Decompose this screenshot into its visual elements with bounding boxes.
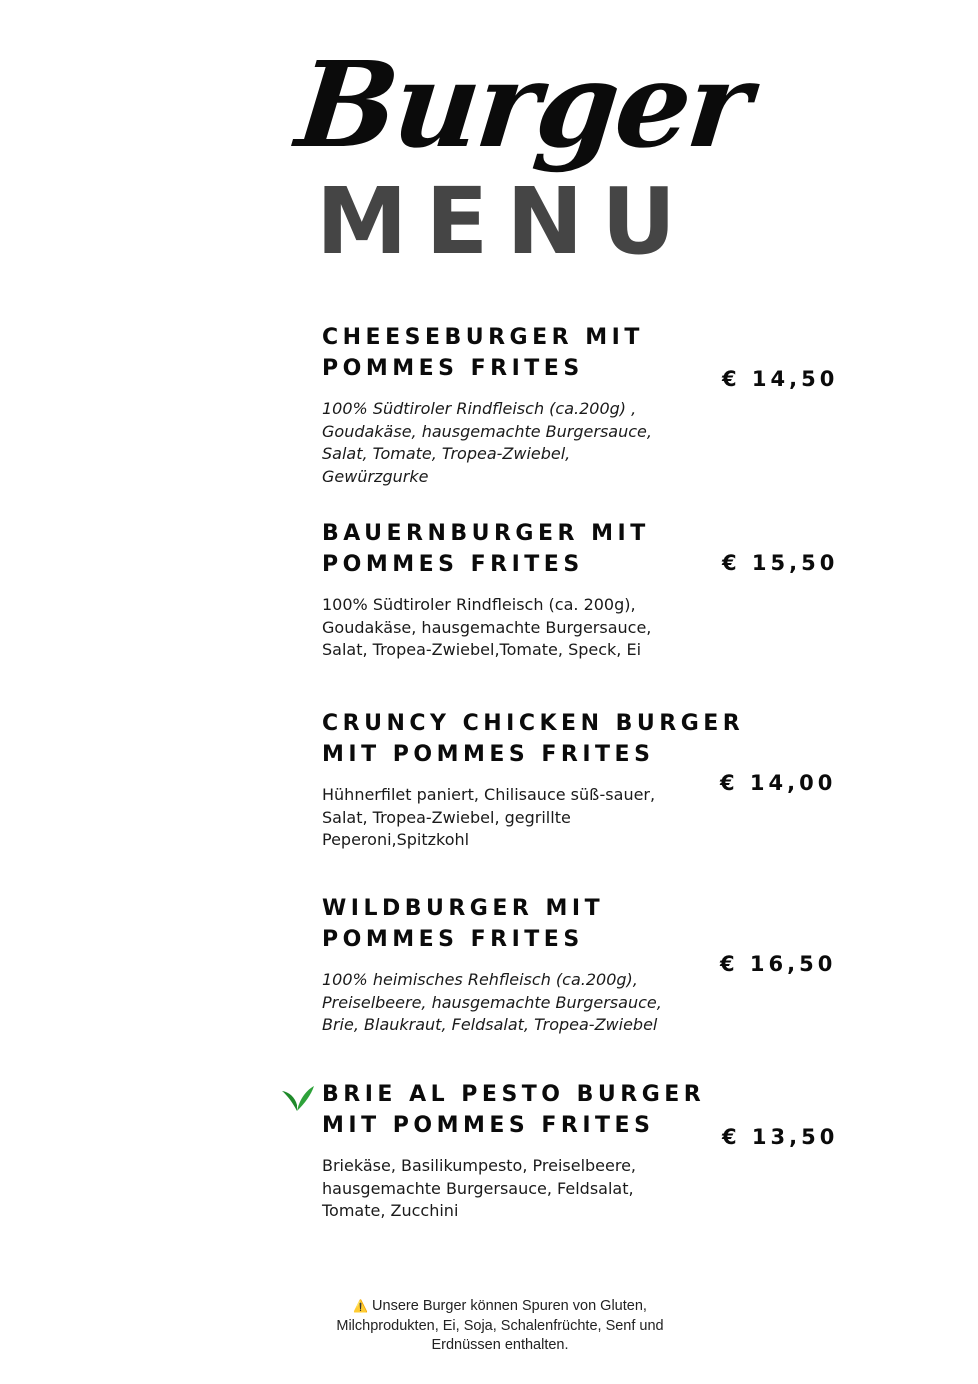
menu-item-bauernburger [322, 518, 922, 662]
item-description: Briekäse, Basilikumpesto, Preiselbeere, hausgemachte Burgersauce, Feldsalat, Tomate, Zucchini [322, 1156, 637, 1220]
item-description: 100% Südtiroler Rindfleisch (ca. 200g), Goudakäse, hausgemachte Burgersauce, Salat, Tropea-Zwiebel,Tomate, Speck, Ei [322, 595, 652, 659]
item-price: € 13,50 [722, 1125, 839, 1149]
vegetarian-leaf-icon [281, 1083, 315, 1113]
warning-icon: ⚠️ [353, 1299, 369, 1313]
item-description: 100% Südtiroler Rindfleisch (ca.200g) , Goudakäse, hausgemachte Burgersauce, Salat, Tomate, Tropea-Zwiebel, Gewürzgurke [322, 399, 652, 486]
item-name: WILDBURGER MIT POMMES FRITES [322, 896, 605, 952]
item-price: € 14,00 [720, 771, 837, 795]
item-name: CRUNCY CHICKEN BURGER MIT POMMES FRITES [322, 711, 745, 767]
allergen-note-text: Unsere Burger können Spuren von Gluten, Milchprodukten, Ei, Soja, Schalenfrüchte, Senf und Erdnüssen enthalten. [336, 1298, 664, 1353]
item-description: Hühnerfilet paniert, Chilisauce süß-sauer, Salat, Tropea-Zwiebel, gegrillte Peperoni,Spitzkohl [322, 785, 656, 849]
item-name: BAUERNBURGER MIT POMMES FRITES [322, 521, 650, 577]
item-price: € 14,50 [722, 367, 839, 391]
menu-title: MENU [316, 168, 695, 275]
item-name: BRIE AL PESTO BURGER MIT POMMES FRITES [322, 1082, 706, 1138]
allergen-note [300, 1297, 700, 1356]
item-price: € 15,50 [722, 551, 839, 575]
item-price: € 16,50 [720, 952, 837, 976]
item-name: CHEESEBURGER MIT POMMES FRITES [322, 325, 644, 381]
menu-item-brie-pesto-burger [322, 1079, 922, 1223]
item-description: 100% heimisches Rehfleisch (ca.200g), Preiselbeere, hausgemachte Burgersauce, Brie, Blaukraut, Feldsalat, Tropea-Zwiebel [322, 970, 662, 1034]
menu-item-cheeseburger [322, 322, 922, 488]
script-title: Burger [290, 35, 755, 174]
